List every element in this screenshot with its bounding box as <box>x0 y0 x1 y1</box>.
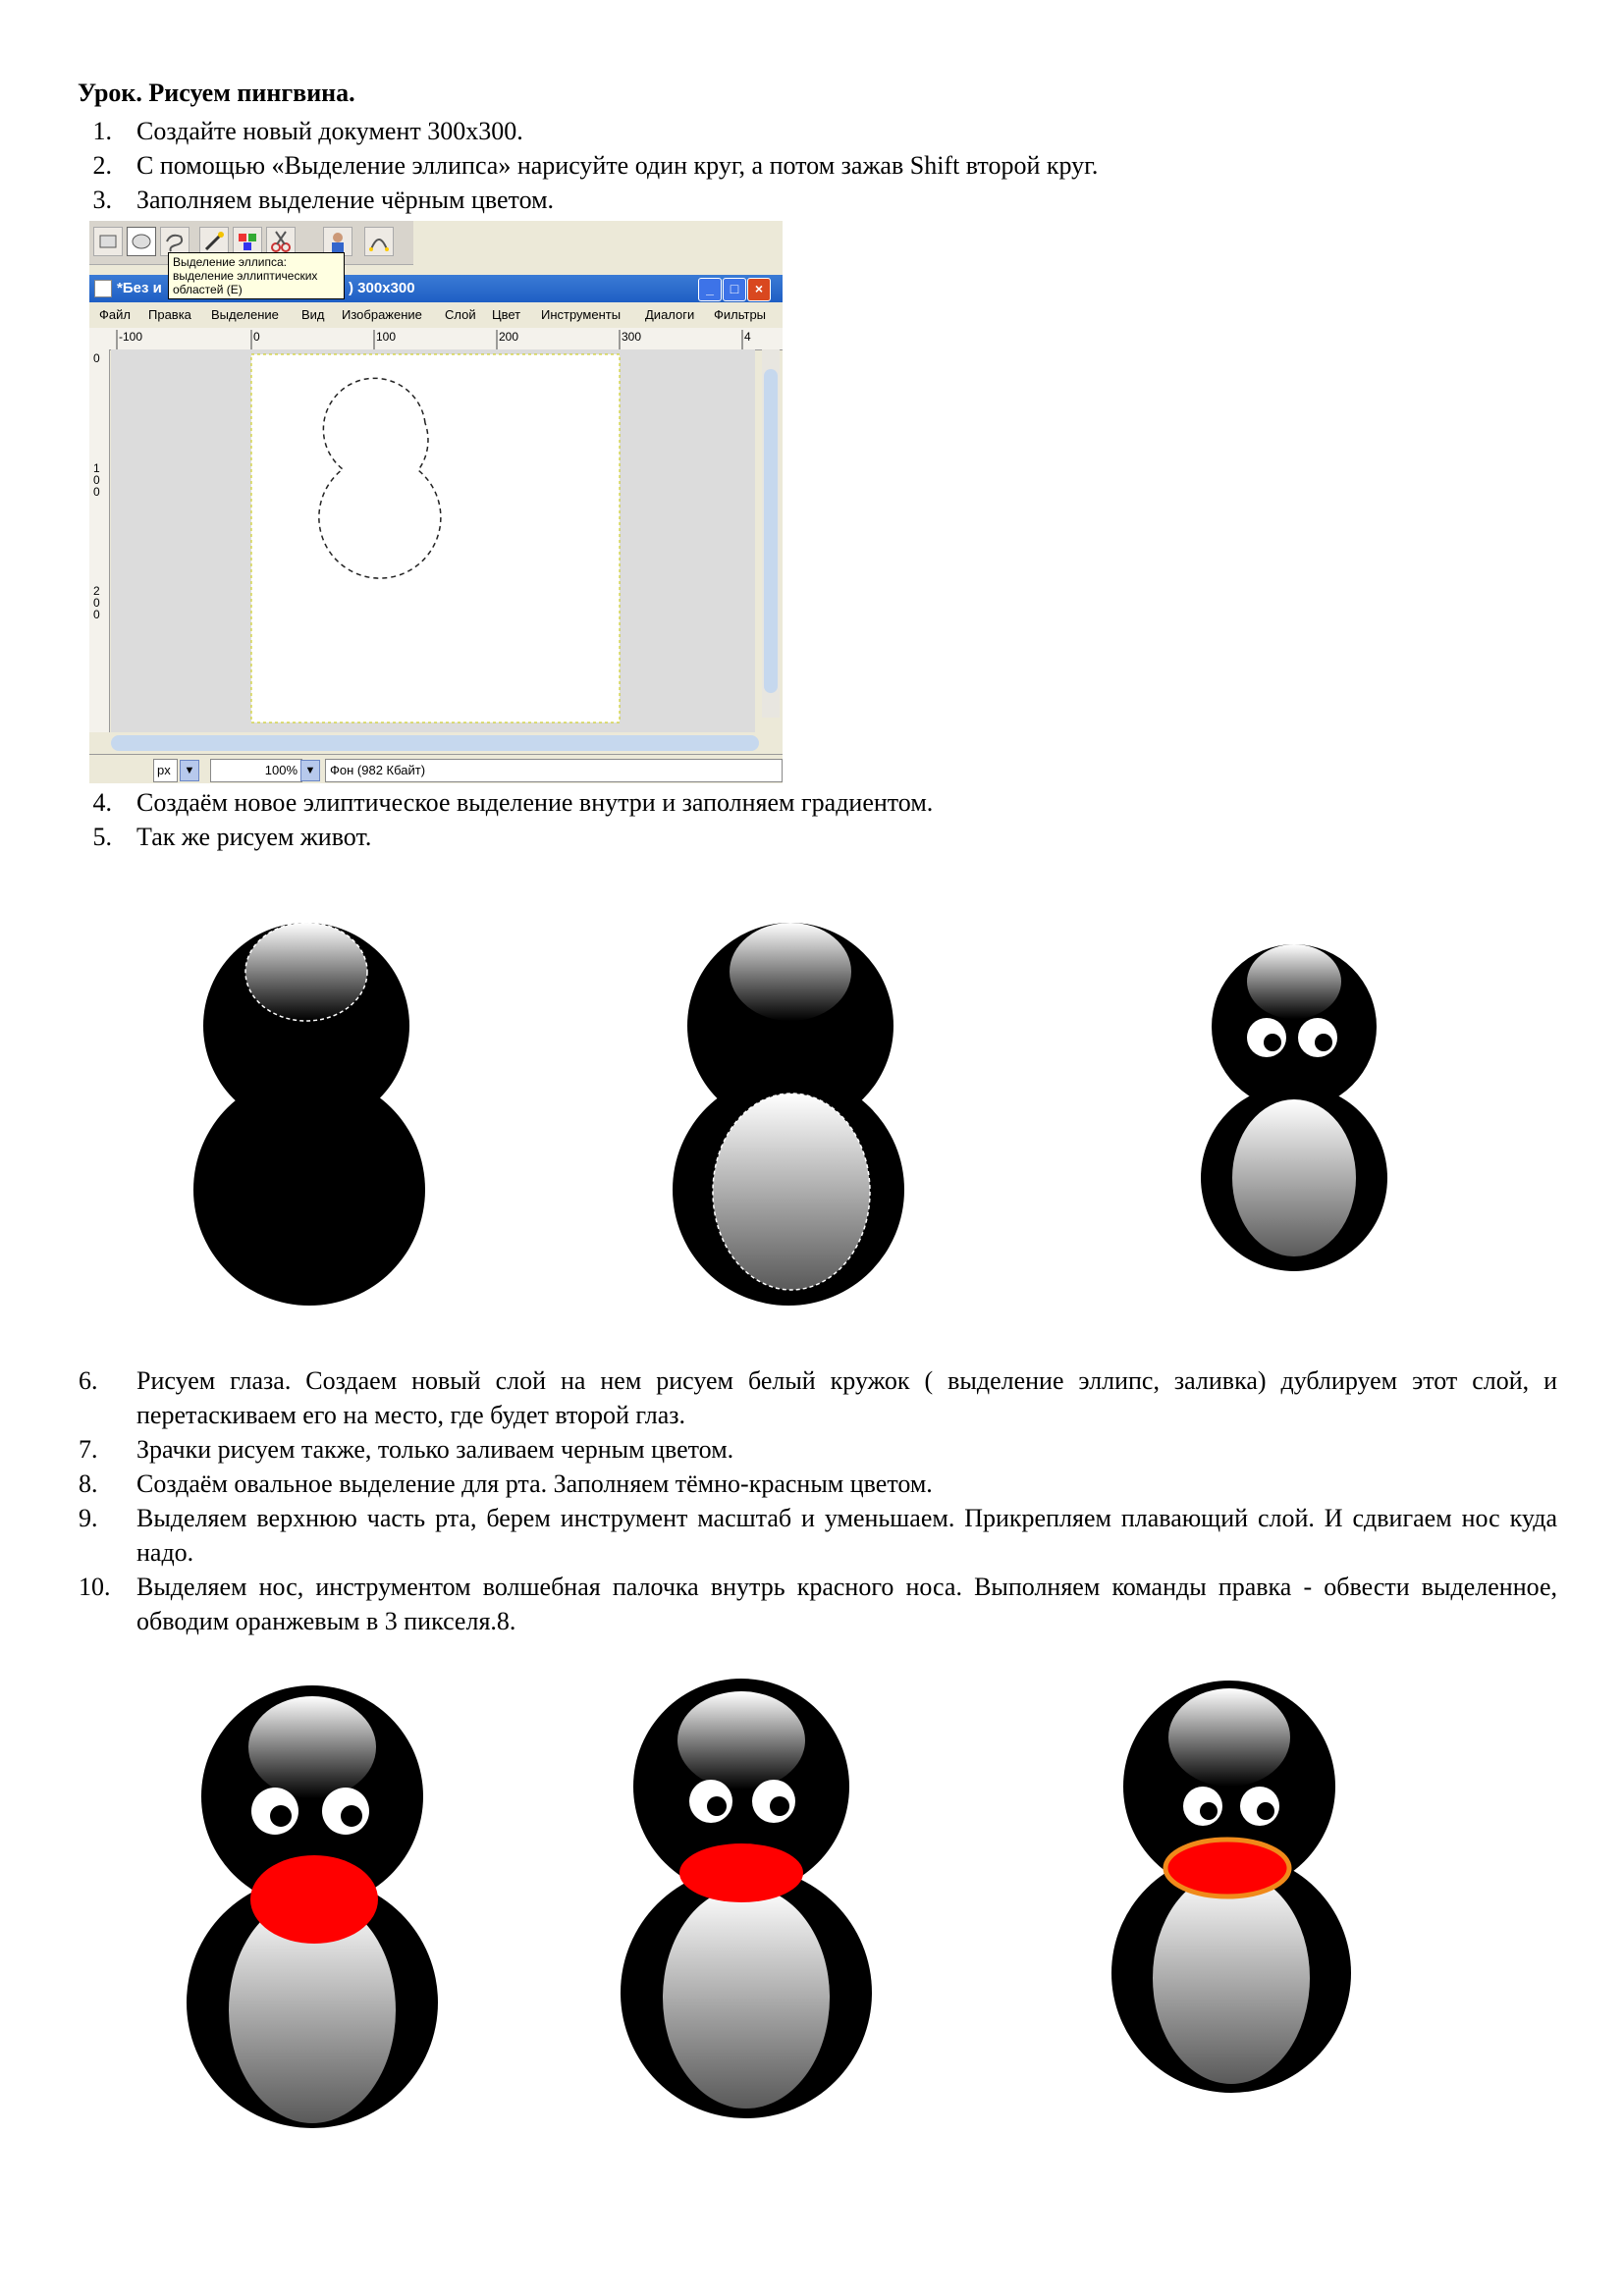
step-text: Создаём новое элиптическое выделение внутри и заполняем градиентом. <box>136 788 934 817</box>
chevron-down-icon[interactable]: ▼ <box>180 760 199 781</box>
list-item <box>79 785 1551 820</box>
horizontal-ruler <box>89 328 783 350</box>
ruler-label: 100 <box>376 330 397 344</box>
ruler-label: 200 <box>499 330 519 344</box>
step-number: 9. <box>79 1504 98 1532</box>
ellipse-select-icon[interactable] <box>127 227 156 256</box>
step-text: Создаём овальное выделение для рта. Заполняем тёмно-красным цветом. <box>136 1469 933 1498</box>
vertical-ruler <box>89 349 110 732</box>
tooltip <box>168 252 345 299</box>
chevron-down-icon[interactable]: ▼ <box>300 760 320 781</box>
penguin-eyes <box>1201 944 1387 1271</box>
steps-list-1 <box>79 114 1551 217</box>
window-title-right: ) 300x300 <box>349 280 415 296</box>
list-item <box>79 1432 1557 1467</box>
list-item <box>79 148 1551 183</box>
statusbar <box>89 754 783 783</box>
zoom-field[interactable]: 100% <box>210 759 302 782</box>
tooltip-line: областей (E) <box>173 283 243 296</box>
step-text: Заполняем выделение чёрным цветом. <box>136 186 555 214</box>
list-item <box>79 820 1551 854</box>
step-text: Выделяем верхнюю часть рта, берем инструмент масштаб и уменьшаем. Прикрепляем плавающий слой. И сдвигаем нос куда надо. <box>136 1504 1557 1567</box>
menu-color[interactable]: Цвет <box>492 307 521 322</box>
penguin-step5 <box>673 923 904 1306</box>
step-number: 5. <box>92 823 112 851</box>
gimp-screenshot <box>89 221 783 783</box>
ruler-label: -100 <box>119 330 143 344</box>
ruler-label: 1 0 0 <box>93 461 100 499</box>
menu-view[interactable]: Вид <box>301 307 325 322</box>
list-item <box>79 1467 1557 1501</box>
penguin-final <box>1111 1681 1351 2093</box>
step-number: 2. <box>92 151 112 180</box>
step-number: 7. <box>79 1435 98 1464</box>
list-item <box>79 1363 1557 1432</box>
menu-select[interactable]: Выделение <box>211 307 279 322</box>
tooltip-line: Выделение эллипса: <box>173 255 287 269</box>
close-button[interactable]: × <box>747 278 771 301</box>
horizontal-scrollbar[interactable] <box>111 735 759 751</box>
step-text: С помощью «Выделение эллипса» нарисуйте один круг, а потом зажав Shift второй круг. <box>136 151 1099 180</box>
ruler-label: 2 0 0 <box>93 584 100 621</box>
tooltip-line: выделение эллиптических <box>173 269 318 283</box>
menubar <box>89 304 783 326</box>
steps-list-2 <box>79 785 1551 854</box>
window-title-left: *Без и <box>117 280 162 296</box>
step-number: 1. <box>92 117 112 145</box>
menu-image[interactable]: Изображение <box>342 307 422 322</box>
unit-field[interactable]: px <box>153 759 178 782</box>
paths-icon[interactable] <box>364 227 394 256</box>
step-text: Выделяем нос, инструментом волшебная палочка внутрь красного носа. Выполняем команды правка - обвести выделенное, обводим оранжевым в 3 пикселя.8. <box>136 1573 1557 1635</box>
step-number: 3. <box>92 186 112 214</box>
step-number: 6. <box>79 1366 98 1395</box>
ruler-label: 300 <box>622 330 642 344</box>
penguin-nose <box>621 1679 872 2118</box>
menu-file[interactable]: Файл <box>99 307 131 322</box>
step-text: Создайте новый документ 300x300. <box>136 117 523 145</box>
step-number: 10. <box>79 1573 111 1601</box>
canvas-area[interactable] <box>111 349 755 732</box>
rect-select-icon[interactable] <box>93 227 123 256</box>
vertical-scrollbar[interactable] <box>762 349 780 718</box>
list-item <box>79 1501 1557 1570</box>
list-item <box>79 1570 1557 1638</box>
penguin-step4 <box>193 923 425 1306</box>
list-item <box>79 183 1551 217</box>
step-text: Зрачки рисуем также, только заливаем черным цветом. <box>136 1435 734 1464</box>
penguin-mouth <box>187 1685 438 2128</box>
menu-layer[interactable]: Слой <box>445 307 476 322</box>
minimize-button[interactable]: _ <box>698 278 722 301</box>
layer-info: Фон (982 Кбайт) <box>325 759 783 782</box>
steps-list-3 <box>79 1363 1557 1638</box>
step-number: 8. <box>79 1469 98 1498</box>
maximize-button[interactable]: □ <box>723 278 746 301</box>
step-number: 4. <box>92 788 112 817</box>
menu-dialogs[interactable]: Диалоги <box>645 307 695 322</box>
document-icon <box>94 280 112 297</box>
list-item <box>79 114 1551 148</box>
menu-tools[interactable]: Инструменты <box>541 307 622 322</box>
ruler-label: 4 <box>744 330 751 344</box>
ruler-label: 0 <box>93 351 100 365</box>
ruler-label: 0 <box>253 330 260 344</box>
menu-filters[interactable]: Фильтры <box>714 307 767 322</box>
step-text: Рисуем глаза. Создаем новый слой на нем рисуем белый кружок ( выделение эллипс, заливка) дублируем этот слой, и перетаскиваем его на место, где будет второй глаз. <box>136 1366 1557 1429</box>
lesson-title: Урок. Рисуем пингвина. <box>78 79 355 107</box>
menu-edit[interactable]: Правка <box>148 307 191 322</box>
step-text: Так же рисуем живот. <box>136 823 372 851</box>
